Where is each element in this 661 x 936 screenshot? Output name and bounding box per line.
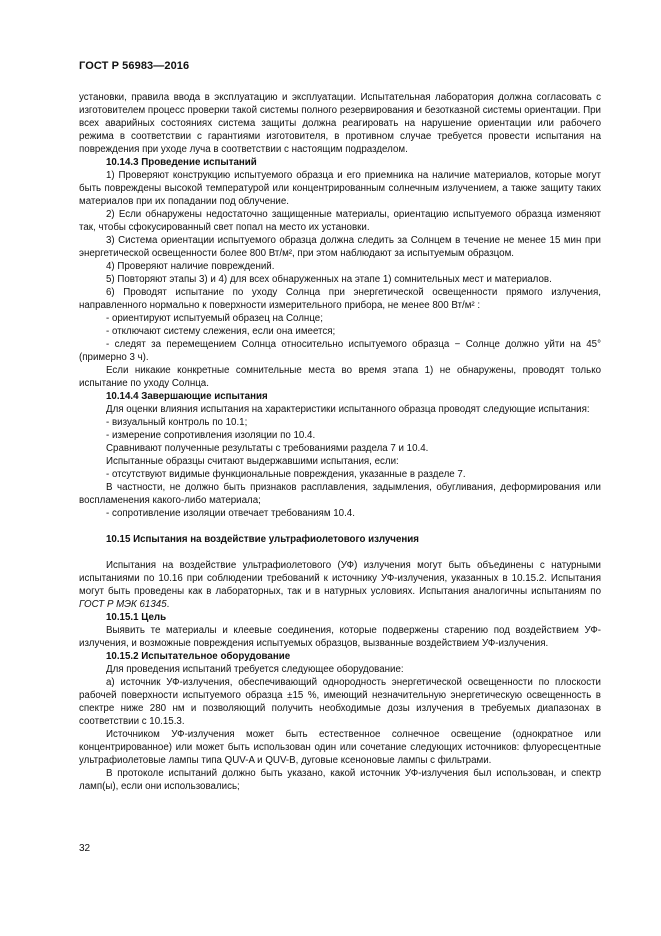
list-item: - визуальный контроль по 10.1; — [106, 417, 248, 428]
paragraph-note: Если никакие конкретные сомнительные места во время этапа 1) не обнаружены, проводят только испытание по уходу Солнца. — [79, 365, 601, 389]
heading-10-15-1: 10.15.1 Цель — [106, 612, 167, 623]
paragraph-step-6: 6) Проводят испытание по уходу Солнца при энергетической освещенности прямого излучения, направленного нормально к поверхности измерительного прибора, не менее 800 Вт/м² : — [79, 287, 601, 311]
paragraph-uv-intro — [79, 559, 601, 611]
list-item: - следят за перемещением Солнца относительно испытуемого образца − Солнце должно уйти на 45°(примерно 3 ч). — [79, 339, 601, 363]
paragraph-step-1: 1) Проверяют конструкцию испытуемого образца и его приемника на наличие материалов, которые могут быть повреждены высокой температурой или концентрированным солнечным излучением, а также защиту таких материалов при их попадании под облучение. — [79, 170, 601, 207]
paragraph-tail: . — [166, 599, 170, 610]
paragraph: Сравнивают полученные результаты с требованиями раздела 7 и 10.4. — [106, 443, 429, 454]
list-item: - ориентируют испытуемый образец на Солнце; — [106, 313, 323, 324]
list-item: а) источник УФ-излучения, обеспечивающий однородность энергетической освещенности по плоскости рабочей поверхности испытуемого образца ±15 %, имеющий незначительную энергетическую освещенность в спектре ниже 280 нм и позволяющий получить необходимые дозы излучения в требуемых диапазонах в соответствии с 10.15.3. — [79, 677, 601, 727]
paragraph-text: Испытания на воздействие ультрафиолетового (УФ) излучения могут быть объединены с натурными испытаниями по 10.16 при соблюдении требований к источнику УФ-излучения, указанных в 10.15.2. Испытания могут быть проведены как в лабораторных, так и в натурных условиях. Испытания аналогичны испытаниям по — [79, 560, 601, 597]
paragraph: Испытанные образцы считают выдержавшими испытания, если: — [106, 456, 399, 467]
heading-10-14-3: 10.14.3 Проведение испытаний — [106, 157, 257, 168]
paragraph-step-3: 3) Система ориентации испытуемого образца должна следить за Солнцем в течение не менее 15 мин при энергетической освещенности более 800 Вт/м², при этом наблюдают за испытуемым образцом. — [79, 235, 601, 259]
heading-10-15-2: 10.15.2 Испытательное оборудование — [106, 651, 291, 662]
list-item: - измерение сопротивления изоляции по 10.4. — [106, 430, 316, 441]
paragraph-intro: установки, правила ввода в эксплуатацию и эксплуатации. Испытательная лаборатория должна согласовать с изготовителем процесс проверки такой системы полного резервирования и безотказной системы ориентации. При всех аварийных состояниях система защиты должна реагировать на нарушение ориентации или рабочего режима в соответствии с гарантиями изготовителя, в противном случае требуется провести испытания на повреждения при уходе луча в соответствии с настоящим подразделом. — [79, 92, 601, 155]
list-item: - сопротивление изоляции отвечает требованиям 10.4. — [106, 508, 355, 519]
section-heading-10-15: 10.15 Испытания на воздействие ультрафиолетового излучения — [106, 534, 419, 545]
paragraph-step-2: 2) Если обнаружены недостаточно защищенные материалы, ориентацию испытуемого образца изменяют так, чтобы сфокусированный свет попал на место их установки. — [79, 209, 601, 233]
paragraph: Для оценки влияния испытания на характеристики испытанного образца проводят следующие испытания: — [106, 404, 590, 415]
paragraph: Для проведения испытаний требуется следующее оборудование: — [106, 664, 404, 675]
list-item: - отключают систему слежения, если она имеется; — [106, 326, 336, 337]
document-header: ГОСТ Р 56983—2016 — [79, 60, 190, 72]
paragraph: Источником УФ-излучения может быть естественное солнечное освещение (однократное или концентрированное) или может быть использован один или сочетание следующих источников: флуоресцентные ультрафиолетовые лампы типа QUV-A и QUV-B, дуговые ксеноновые лампы с фильтрами. — [79, 729, 601, 766]
paragraph: Выявить те материалы и клеевые соединения, которые подвержены старению под воздействием УФ-излучения, и возможные повреждения испытуемых образцов, вызванные воздействием УФ-излучения. — [79, 625, 601, 649]
document-body — [79, 91, 601, 793]
page-number: 32 — [79, 843, 91, 854]
paragraph: В протоколе испытаний должно быть указано, какой источник УФ-излучения был использован, и спектр ламп(ы), если они использовались; — [79, 768, 601, 792]
heading-10-14-4: 10.14.4 Завершающие испытания — [106, 391, 268, 402]
paragraph-step-4: 4) Проверяют наличие повреждений. — [106, 261, 275, 272]
paragraph: В частности, не должно быть признаков расплавления, задымления, обугливания, деформирования или воспламенения какого-либо материала; — [79, 482, 601, 506]
list-item: - отсутствуют видимые функциональные повреждения, указанные в разделе 7. — [106, 469, 466, 480]
standard-reference: ГОСТ Р МЭК 61345 — [79, 599, 167, 610]
paragraph-step-5: 5) Повторяют этапы 3) и 4) для всех обнаруженных на этапе 1) сомнительных мест и материалов. — [106, 274, 552, 285]
